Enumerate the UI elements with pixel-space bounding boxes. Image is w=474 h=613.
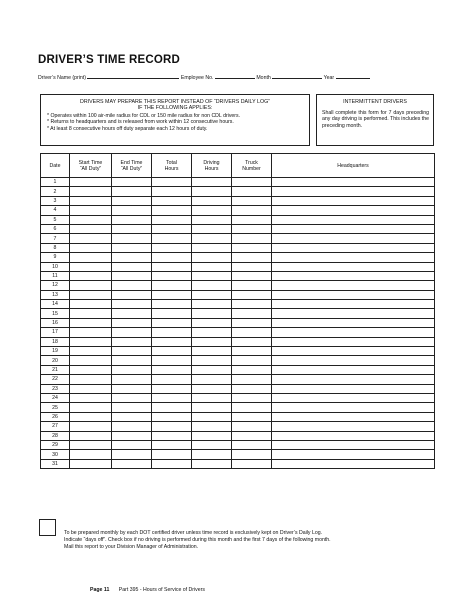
start-time-cell[interactable] bbox=[70, 375, 112, 384]
table-row bbox=[41, 196, 435, 205]
end-time-cell[interactable] bbox=[112, 262, 152, 271]
truck-number-cell[interactable] bbox=[232, 290, 272, 299]
end-time-cell[interactable] bbox=[112, 300, 152, 309]
start-time-cell[interactable] bbox=[70, 459, 112, 468]
year-field[interactable] bbox=[336, 73, 370, 79]
column-header-end-time: End Time “All Duty” bbox=[112, 154, 152, 178]
truck-number-cell[interactable] bbox=[232, 365, 272, 374]
headquarters-cell[interactable] bbox=[272, 356, 435, 365]
total-hours-cell[interactable] bbox=[152, 187, 192, 196]
end-time-cell[interactable] bbox=[112, 450, 152, 459]
truck-number-cell[interactable] bbox=[232, 356, 272, 365]
start-time-cell[interactable] bbox=[70, 337, 112, 346]
table-row bbox=[41, 224, 435, 233]
start-time-cell[interactable] bbox=[70, 318, 112, 327]
date-cell: 30 bbox=[41, 450, 70, 459]
date-cell: 14 bbox=[41, 300, 70, 309]
headquarters-cell[interactable] bbox=[272, 253, 435, 262]
end-time-cell[interactable] bbox=[112, 206, 152, 215]
start-time-cell[interactable] bbox=[70, 422, 112, 431]
table-row bbox=[41, 375, 435, 384]
table-row bbox=[41, 347, 435, 356]
notice-heading-line2: IF THE FOLLOWING APPLIES: bbox=[137, 105, 213, 111]
headquarters-cell[interactable] bbox=[272, 271, 435, 280]
driving-hours-cell[interactable] bbox=[192, 215, 232, 224]
end-time-cell[interactable] bbox=[112, 440, 152, 449]
start-time-cell[interactable] bbox=[70, 281, 112, 290]
column-header-start-time: Start Time “All Duty” bbox=[70, 154, 112, 178]
end-time-cell[interactable] bbox=[112, 318, 152, 327]
employee-no-label: Employee No. bbox=[180, 75, 214, 81]
start-time-cell[interactable] bbox=[70, 243, 112, 252]
intermittent-box bbox=[316, 94, 434, 146]
end-time-cell[interactable] bbox=[112, 290, 152, 299]
notice-bullets bbox=[47, 113, 309, 132]
total-hours-cell[interactable] bbox=[152, 253, 192, 262]
start-time-cell[interactable] bbox=[70, 224, 112, 233]
driving-hours-cell[interactable] bbox=[192, 262, 232, 271]
start-time-cell[interactable] bbox=[70, 356, 112, 365]
truck-number-cell[interactable] bbox=[232, 253, 272, 262]
date-cell: 1 bbox=[41, 178, 70, 187]
headquarters-cell[interactable] bbox=[272, 281, 435, 290]
headquarters-cell[interactable] bbox=[272, 290, 435, 299]
headquarters-cell[interactable] bbox=[272, 375, 435, 384]
start-time-cell[interactable] bbox=[70, 253, 112, 262]
intermittent-text: Shall complete this form for 7 days preceding any day driving is performed. bbox=[322, 110, 429, 123]
table-row bbox=[41, 234, 435, 243]
driving-hours-cell[interactable] bbox=[192, 187, 232, 196]
total-hours-cell[interactable] bbox=[152, 440, 192, 449]
driving-hours-cell[interactable] bbox=[192, 440, 232, 449]
notice-bullet: * Operates within 100 air-mile radius for CDL or 150 mile radius for non CDL drivers. bbox=[47, 113, 241, 119]
total-hours-cell[interactable] bbox=[152, 337, 192, 346]
date-cell: 28 bbox=[41, 431, 70, 440]
footnote bbox=[64, 530, 444, 551]
year-label: Year bbox=[323, 75, 335, 81]
total-hours-cell[interactable] bbox=[152, 309, 192, 318]
start-time-cell[interactable] bbox=[70, 215, 112, 224]
table-row bbox=[41, 384, 435, 393]
date-cell: 23 bbox=[41, 384, 70, 393]
driving-hours-cell[interactable] bbox=[192, 178, 232, 187]
end-time-cell[interactable] bbox=[112, 412, 152, 421]
date-cell: 6 bbox=[41, 224, 70, 233]
date-cell: 20 bbox=[41, 356, 70, 365]
headquarters-cell[interactable] bbox=[272, 215, 435, 224]
column-header-truck-number: Truck Number bbox=[232, 154, 272, 178]
date-cell: 26 bbox=[41, 412, 70, 421]
end-time-cell[interactable] bbox=[112, 271, 152, 280]
total-hours-cell[interactable] bbox=[152, 459, 192, 468]
truck-number-cell[interactable] bbox=[232, 187, 272, 196]
truck-number-cell[interactable] bbox=[232, 309, 272, 318]
driving-hours-cell[interactable] bbox=[192, 356, 232, 365]
month-label: Month bbox=[256, 75, 271, 81]
total-hours-cell[interactable] bbox=[152, 224, 192, 233]
column-header-headquarters: Headquarters bbox=[272, 154, 435, 178]
table-row bbox=[41, 440, 435, 449]
total-hours-cell[interactable] bbox=[152, 206, 192, 215]
headquarters-cell[interactable] bbox=[272, 206, 435, 215]
date-cell: 2 bbox=[41, 187, 70, 196]
total-hours-cell[interactable] bbox=[152, 290, 192, 299]
no-driving-checkbox[interactable] bbox=[39, 519, 56, 536]
start-time-cell[interactable] bbox=[70, 234, 112, 243]
date-cell: 9 bbox=[41, 253, 70, 262]
table-row bbox=[41, 187, 435, 196]
date-cell: 3 bbox=[41, 196, 70, 205]
end-time-cell[interactable] bbox=[112, 234, 152, 243]
end-time-cell[interactable] bbox=[112, 187, 152, 196]
total-hours-cell[interactable] bbox=[152, 178, 192, 187]
end-time-cell[interactable] bbox=[112, 393, 152, 402]
date-cell: 29 bbox=[41, 440, 70, 449]
intermittent-text2: This includes the preceding month. bbox=[322, 116, 430, 129]
headquarters-cell[interactable] bbox=[272, 234, 435, 243]
table-row bbox=[41, 206, 435, 215]
start-time-cell[interactable] bbox=[70, 440, 112, 449]
start-time-cell[interactable] bbox=[70, 393, 112, 402]
driving-hours-cell[interactable] bbox=[192, 431, 232, 440]
date-cell: 4 bbox=[41, 206, 70, 215]
date-cell: 25 bbox=[41, 403, 70, 412]
driving-hours-cell[interactable] bbox=[192, 459, 232, 468]
date-cell: 7 bbox=[41, 234, 70, 243]
truck-number-cell[interactable] bbox=[232, 262, 272, 271]
total-hours-cell[interactable] bbox=[152, 356, 192, 365]
driving-hours-cell[interactable] bbox=[192, 224, 232, 233]
month-field[interactable] bbox=[272, 73, 322, 79]
date-cell: 18 bbox=[41, 337, 70, 346]
total-hours-cell[interactable] bbox=[152, 262, 192, 271]
headquarters-cell[interactable] bbox=[272, 262, 435, 271]
headquarters-cell[interactable] bbox=[272, 337, 435, 346]
truck-number-cell[interactable] bbox=[232, 196, 272, 205]
truck-number-cell[interactable] bbox=[232, 178, 272, 187]
total-hours-cell[interactable] bbox=[152, 375, 192, 384]
truck-number-cell[interactable] bbox=[232, 459, 272, 468]
start-time-cell[interactable] bbox=[70, 403, 112, 412]
driving-hours-cell[interactable] bbox=[192, 309, 232, 318]
end-time-cell[interactable] bbox=[112, 459, 152, 468]
headquarters-cell[interactable] bbox=[272, 365, 435, 374]
driving-hours-cell[interactable] bbox=[192, 337, 232, 346]
start-time-cell[interactable] bbox=[70, 290, 112, 299]
footer-section: Part 395 - Hours of Service of Drivers bbox=[118, 587, 205, 593]
drivers-name-label: Driver’s Name (print) bbox=[38, 75, 86, 81]
start-time-cell[interactable] bbox=[70, 309, 112, 318]
start-time-cell[interactable] bbox=[70, 262, 112, 271]
truck-number-cell[interactable] bbox=[232, 337, 272, 346]
truck-number-cell[interactable] bbox=[232, 422, 272, 431]
headquarters-cell[interactable] bbox=[272, 459, 435, 468]
headquarters-cell[interactable] bbox=[272, 384, 435, 393]
footnote-line: To be prepared monthly by each DOT certified driver unless time record is exclusively kept on Driver’s Daily Log. bbox=[64, 530, 323, 536]
truck-number-cell[interactable] bbox=[232, 384, 272, 393]
total-hours-cell[interactable] bbox=[152, 243, 192, 252]
driving-hours-cell[interactable] bbox=[192, 234, 232, 243]
driving-hours-cell[interactable] bbox=[192, 393, 232, 402]
truck-number-cell[interactable] bbox=[232, 412, 272, 421]
headquarters-cell[interactable] bbox=[272, 440, 435, 449]
total-hours-cell[interactable] bbox=[152, 196, 192, 205]
truck-number-cell[interactable] bbox=[232, 393, 272, 402]
driving-hours-cell[interactable] bbox=[192, 365, 232, 374]
end-time-cell[interactable] bbox=[112, 403, 152, 412]
intermittent-heading: INTERMITTENT DRIVERS bbox=[343, 99, 407, 105]
date-cell: 12 bbox=[41, 281, 70, 290]
headquarters-cell[interactable] bbox=[272, 178, 435, 187]
end-time-cell[interactable] bbox=[112, 347, 152, 356]
start-time-cell[interactable] bbox=[70, 187, 112, 196]
table-row bbox=[41, 300, 435, 309]
truck-number-cell[interactable] bbox=[232, 450, 272, 459]
table-row bbox=[41, 309, 435, 318]
driving-hours-cell[interactable] bbox=[192, 422, 232, 431]
table-header-row bbox=[41, 154, 435, 178]
headquarters-cell[interactable] bbox=[272, 422, 435, 431]
driving-hours-cell[interactable] bbox=[192, 290, 232, 299]
headquarters-cell[interactable] bbox=[272, 300, 435, 309]
date-cell: 11 bbox=[41, 271, 70, 280]
driving-hours-cell[interactable] bbox=[192, 328, 232, 337]
table-row bbox=[41, 243, 435, 252]
employee-no-field[interactable] bbox=[215, 73, 255, 79]
driving-hours-cell[interactable] bbox=[192, 271, 232, 280]
truck-number-cell[interactable] bbox=[232, 243, 272, 252]
driving-hours-cell[interactable] bbox=[192, 300, 232, 309]
total-hours-cell[interactable] bbox=[152, 271, 192, 280]
table-row bbox=[41, 290, 435, 299]
table-row bbox=[41, 356, 435, 365]
end-time-cell[interactable] bbox=[112, 215, 152, 224]
driving-hours-cell[interactable] bbox=[192, 450, 232, 459]
end-time-cell[interactable] bbox=[112, 281, 152, 290]
total-hours-cell[interactable] bbox=[152, 431, 192, 440]
start-time-cell[interactable] bbox=[70, 431, 112, 440]
driving-hours-cell[interactable] bbox=[192, 243, 232, 252]
start-time-cell[interactable] bbox=[70, 328, 112, 337]
total-hours-cell[interactable] bbox=[152, 234, 192, 243]
headquarters-cell[interactable] bbox=[272, 431, 435, 440]
total-hours-cell[interactable] bbox=[152, 412, 192, 421]
driving-hours-cell[interactable] bbox=[192, 384, 232, 393]
end-time-cell[interactable] bbox=[112, 356, 152, 365]
end-time-cell[interactable] bbox=[112, 309, 152, 318]
footnote-line: Indicate “days off”. Check box if no driving is performed during this month and the first 7 days of the following month. bbox=[64, 537, 331, 543]
drivers-name-field[interactable] bbox=[87, 73, 179, 79]
driving-hours-cell[interactable] bbox=[192, 253, 232, 262]
end-time-cell[interactable] bbox=[112, 431, 152, 440]
total-hours-cell[interactable] bbox=[152, 328, 192, 337]
page-footer bbox=[90, 587, 205, 593]
driving-hours-cell[interactable] bbox=[192, 206, 232, 215]
driver-info-line bbox=[38, 73, 442, 81]
driving-hours-cell[interactable] bbox=[192, 318, 232, 327]
headquarters-cell[interactable] bbox=[272, 309, 435, 318]
table-row bbox=[41, 393, 435, 402]
time-record-table bbox=[40, 153, 435, 469]
end-time-cell[interactable] bbox=[112, 224, 152, 233]
truck-number-cell[interactable] bbox=[232, 328, 272, 337]
total-hours-cell[interactable] bbox=[152, 318, 192, 327]
table-row bbox=[41, 328, 435, 337]
notice-heading-line1: DRIVERS MAY PREPARE THIS REPORT INSTEAD OF “DRIVERS DAILY LOG” bbox=[80, 99, 270, 105]
start-time-cell[interactable] bbox=[70, 347, 112, 356]
date-cell: 22 bbox=[41, 375, 70, 384]
start-time-cell[interactable] bbox=[70, 178, 112, 187]
total-hours-cell[interactable] bbox=[152, 384, 192, 393]
table-row bbox=[41, 253, 435, 262]
end-time-cell[interactable] bbox=[112, 384, 152, 393]
notice-box bbox=[40, 94, 310, 146]
column-header-total-hours: Total Hours bbox=[152, 154, 192, 178]
date-cell: 13 bbox=[41, 290, 70, 299]
start-time-cell[interactable] bbox=[70, 365, 112, 374]
driving-hours-cell[interactable] bbox=[192, 347, 232, 356]
headquarters-cell[interactable] bbox=[272, 450, 435, 459]
headquarters-cell[interactable] bbox=[272, 393, 435, 402]
truck-number-cell[interactable] bbox=[232, 300, 272, 309]
table-row bbox=[41, 422, 435, 431]
total-hours-cell[interactable] bbox=[152, 450, 192, 459]
end-time-cell[interactable] bbox=[112, 178, 152, 187]
driving-hours-cell[interactable] bbox=[192, 375, 232, 384]
driving-hours-cell[interactable] bbox=[192, 196, 232, 205]
date-cell: 10 bbox=[41, 262, 70, 271]
truck-number-cell[interactable] bbox=[232, 234, 272, 243]
start-time-cell[interactable] bbox=[70, 271, 112, 280]
total-hours-cell[interactable] bbox=[152, 365, 192, 374]
end-time-cell[interactable] bbox=[112, 365, 152, 374]
driving-hours-cell[interactable] bbox=[192, 403, 232, 412]
driving-hours-cell[interactable] bbox=[192, 281, 232, 290]
headquarters-cell[interactable] bbox=[272, 196, 435, 205]
start-time-cell[interactable] bbox=[70, 450, 112, 459]
headquarters-cell[interactable] bbox=[272, 243, 435, 252]
start-time-cell[interactable] bbox=[70, 196, 112, 205]
total-hours-cell[interactable] bbox=[152, 393, 192, 402]
table-row bbox=[41, 450, 435, 459]
date-cell: 15 bbox=[41, 309, 70, 318]
footnote-line: Mail this report to your Division Manager of Administration. bbox=[64, 544, 199, 550]
end-time-cell[interactable] bbox=[112, 422, 152, 431]
table-row bbox=[41, 271, 435, 280]
total-hours-cell[interactable] bbox=[152, 300, 192, 309]
total-hours-cell[interactable] bbox=[152, 422, 192, 431]
end-time-cell[interactable] bbox=[112, 375, 152, 384]
table-row bbox=[41, 262, 435, 271]
headquarters-cell[interactable] bbox=[272, 224, 435, 233]
total-hours-cell[interactable] bbox=[152, 215, 192, 224]
headquarters-cell[interactable] bbox=[272, 347, 435, 356]
driving-hours-cell[interactable] bbox=[192, 412, 232, 421]
date-cell: 24 bbox=[41, 393, 70, 402]
truck-number-cell[interactable] bbox=[232, 440, 272, 449]
page-number: Page 11 bbox=[90, 587, 110, 593]
headquarters-cell[interactable] bbox=[272, 403, 435, 412]
table-row bbox=[41, 412, 435, 421]
truck-number-cell[interactable] bbox=[232, 375, 272, 384]
notice-bullet: * At least 8 consecutive hours off duty separate each 12 hours of duty. bbox=[47, 125, 208, 132]
table-row bbox=[41, 403, 435, 412]
date-cell: 21 bbox=[41, 365, 70, 374]
notice-bullet: * Returns to headquarters and is released from work within 12 consecutive hours. bbox=[47, 119, 234, 126]
total-hours-cell[interactable] bbox=[152, 347, 192, 356]
total-hours-cell[interactable] bbox=[152, 403, 192, 412]
truck-number-cell[interactable] bbox=[232, 347, 272, 356]
end-time-cell[interactable] bbox=[112, 243, 152, 252]
truck-number-cell[interactable] bbox=[232, 403, 272, 412]
page-title: DRIVER’S TIME RECORD bbox=[38, 54, 181, 66]
column-header-date: Date bbox=[41, 154, 70, 178]
table-row bbox=[41, 337, 435, 346]
end-time-cell[interactable] bbox=[112, 337, 152, 346]
table-row bbox=[41, 281, 435, 290]
start-time-cell[interactable] bbox=[70, 384, 112, 393]
table-row bbox=[41, 431, 435, 440]
table-row bbox=[41, 178, 435, 187]
date-cell: 5 bbox=[41, 215, 70, 224]
truck-number-cell[interactable] bbox=[232, 281, 272, 290]
headquarters-cell[interactable] bbox=[272, 412, 435, 421]
date-cell: 31 bbox=[41, 459, 70, 468]
table-row bbox=[41, 459, 435, 468]
headquarters-cell[interactable] bbox=[272, 328, 435, 337]
table-row bbox=[41, 318, 435, 327]
truck-number-cell[interactable] bbox=[232, 431, 272, 440]
date-cell: 27 bbox=[41, 422, 70, 431]
start-time-cell[interactable] bbox=[70, 206, 112, 215]
end-time-cell[interactable] bbox=[112, 253, 152, 262]
table-row bbox=[41, 365, 435, 374]
column-header-driving-hours: Driving Hours bbox=[192, 154, 232, 178]
truck-number-cell[interactable] bbox=[232, 206, 272, 215]
headquarters-cell[interactable] bbox=[272, 187, 435, 196]
end-time-cell[interactable] bbox=[112, 328, 152, 337]
date-cell: 16 bbox=[41, 318, 70, 327]
headquarters-cell[interactable] bbox=[272, 318, 435, 327]
date-cell: 8 bbox=[41, 243, 70, 252]
start-time-cell[interactable] bbox=[70, 412, 112, 421]
truck-number-cell[interactable] bbox=[232, 224, 272, 233]
date-cell: 19 bbox=[41, 347, 70, 356]
truck-number-cell[interactable] bbox=[232, 318, 272, 327]
start-time-cell[interactable] bbox=[70, 300, 112, 309]
end-time-cell[interactable] bbox=[112, 196, 152, 205]
date-cell: 17 bbox=[41, 328, 70, 337]
truck-number-cell[interactable] bbox=[232, 215, 272, 224]
table-row bbox=[41, 215, 435, 224]
truck-number-cell[interactable] bbox=[232, 271, 272, 280]
total-hours-cell[interactable] bbox=[152, 281, 192, 290]
